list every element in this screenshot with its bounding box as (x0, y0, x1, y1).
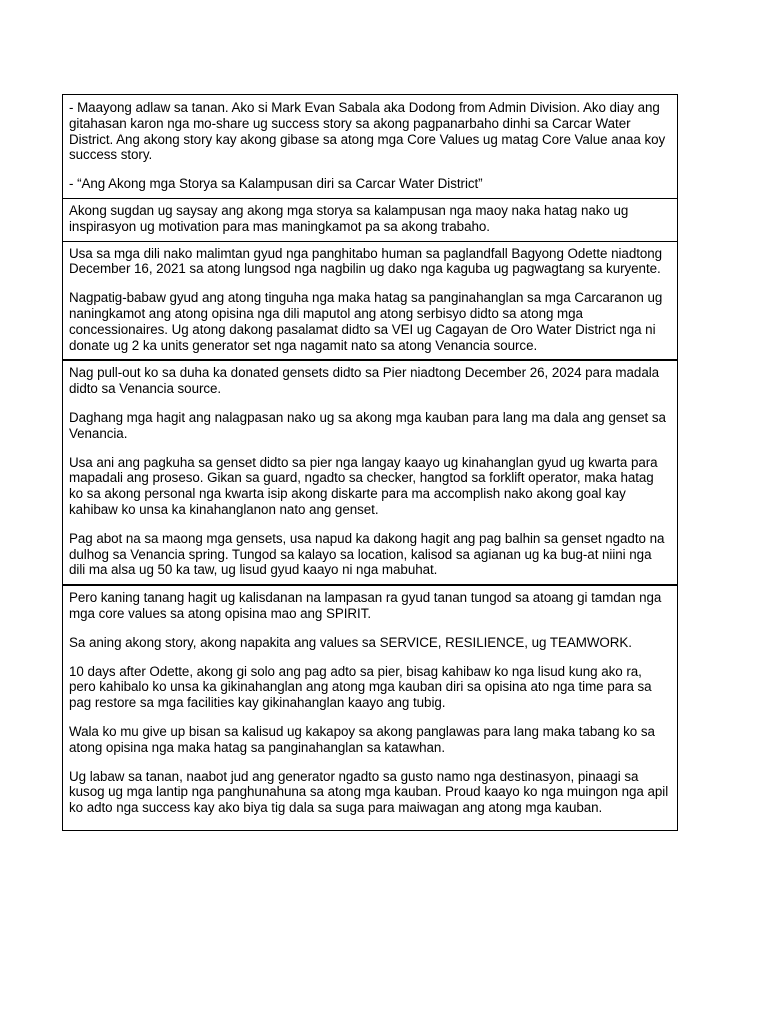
paragraph: 10 days after Odette, akong gi solo ang pag adto sa pier, bisag kahibaw ko nga lisud kung ako ra, pero kahibalo ko unsa ka gikinahanglan ang atong mga kauban diri sa opisina ato nga time para sa pag restore sa mga facilities kay gikinahanglan kaayo ang tubig. (69, 663, 652, 711)
section-intro (63, 95, 677, 198)
story-table (62, 94, 678, 831)
section-core-values (63, 584, 677, 830)
section-genset-pullout (63, 359, 677, 584)
paragraph: Ug labaw sa tanan, naabot jud ang generator ngadto sa gusto namo nga destinasyon, pinaagi sa kusog ug mga lantip nga panghunahuna sa atong mga kauban. Proud kaayo ko nga muingon nga apil ko adto nga success kay ako biya tig dala sa suga para maiwagan ang atong mga kauban. (69, 768, 669, 816)
paragraph: Nagpatig-babaw gyud ang atong tinguha nga maka hatag sa panginahanglan sa mga Carcaranon ug naningkamot ang atong opisina nga dili maputol ang atong serbisyo didto sa atong mga concessionaires. Ug atong dakong pasalamat didto sa VEI ug Cagayan de Oro Water District nga ni donate ug 2 ka units generator set nga nagamit nato sa atong Venancia source. (69, 290, 663, 353)
paragraph: Usa sa mga dili nako malimtan gyud nga panghitabo human sa paglandfall Bagyong Odette niadtong December 16, 2021 sa atong lungsod nga nagbilin ug dako nga kaguba ug pagwagtang sa kuryente. (69, 245, 663, 277)
paragraph: Wala ko mu give up bisan sa kalisud ug kakapoy sa akong panglawas para lang maka tabang ko sa atong opisina nga maka hatag sa panginahanglan sa katawhan. (69, 723, 655, 755)
paragraph: Pag abot na sa maong mga gensets, usa napud ka dakong hagit ang pag balhin sa genset ngadto na dulhog sa Venancia spring. Tungod sa kalayo sa location, kalisod sa agianan ug ka bug-at niini nga dili ma alsa ug 50 ka taw, ug lisud gyud kaayo ni nga mabuhat. (69, 530, 665, 578)
paragraph: - Maayong adlaw sa tanan. Ako si Mark Evan Sabala aka Dodong from Admin Division. Ako diay ang gitahasan karon nga mo-share ug success story sa akong pagpanarbaho dinhi sa Carcar Water District. Ang akong story kay akong gibase sa atong mga Core Values ug matag Core Value anaa koy success story. (69, 100, 666, 163)
paragraph: Nag pull-out ko sa duha ka donated gensets didto sa Pier niadtong December 26, 2024 para madala didto sa Venancia source. (69, 365, 660, 397)
story-title-paragraph: - “Ang Akong mga Storya sa Kalampusan diri sa Carcar Water District” (69, 176, 483, 192)
section-opening (63, 198, 677, 241)
paragraph: Daghang mga hagit ang nalagpasan nako ug sa akong mga kauban para lang ma dala ang genset sa Venancia. (69, 409, 666, 441)
paragraph: Pero kaning tanang hagit ug kalisdanan na lampasan ra gyud tanan tungod sa atoang gi tamdan nga mga core values sa atong opisina mao ang SPIRIT. (69, 590, 662, 621)
paragraph: Akong sugdan ug saysay ang akong mga storya sa kalampusan nga maoy naka hatag nako ug inspirasyon ug motivation para mas maningkamot pa sa akong trabaho. (69, 202, 629, 234)
section-odette (63, 241, 677, 360)
paragraph: Sa aning akong story, akong napakita ang values sa SERVICE, RESILIENCE, ug TEAMWORK. (69, 634, 632, 650)
paragraph: Usa ani ang pagkuha sa genset didto sa pier nga langay kaayo ug kinahanglan gyud ug kwarta para mapadali ang proseso. Gikan sa guard, ngadto sa checker, hangtod sa forklift operator, maka hatag ko sa akong personal nga kwarta isip akong diskarte para ma accomplish nako akong goal kay kahibaw ko unsa ka kinahanglanon nato ang genset. (69, 454, 658, 517)
